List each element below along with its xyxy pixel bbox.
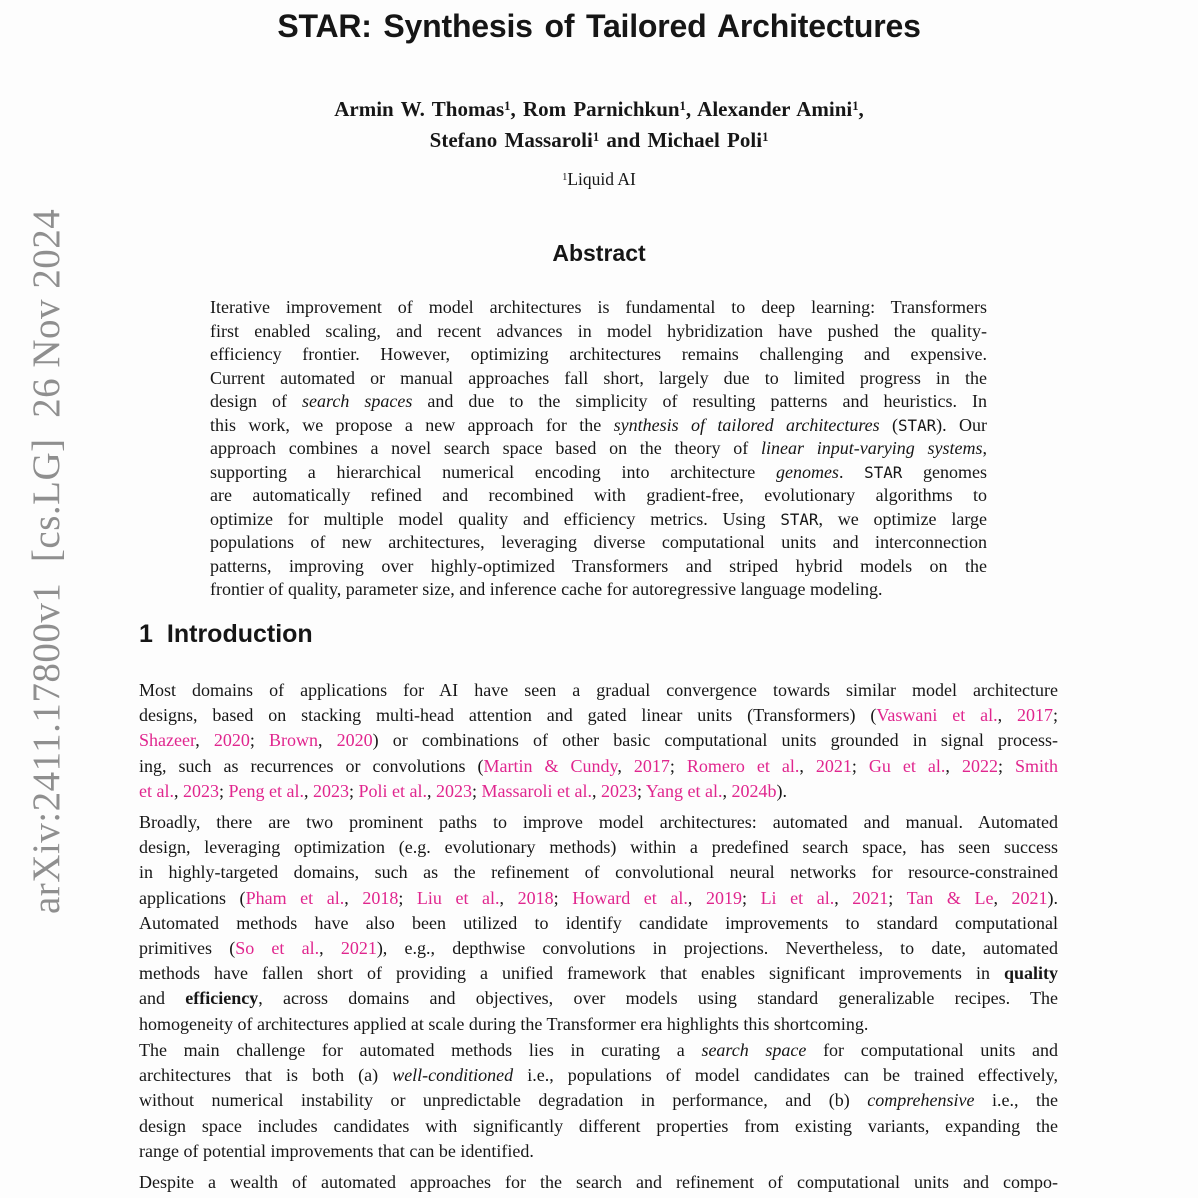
text-segment: , Rom Parnichkun <box>510 97 680 121</box>
text-segment: ). <box>1047 887 1058 908</box>
superscript: 1 <box>504 98 511 113</box>
text-segment: ; <box>218 780 229 801</box>
intro-paragraph-1 <box>139 678 1058 804</box>
text-line <box>210 578 987 602</box>
citation-link[interactable]: Martin & Cundy <box>483 755 618 776</box>
text-segment: , <box>592 780 601 801</box>
citation-link[interactable]: Peng et al. <box>228 780 304 801</box>
citation-link[interactable]: Shazeer <box>139 730 196 751</box>
text-line <box>139 835 1058 860</box>
text-segment: comprehensive <box>867 1090 975 1111</box>
citation-link[interactable]: Massaroli et al. <box>481 780 592 801</box>
text-line <box>139 1063 1058 1088</box>
text-segment: i.e., the <box>974 1090 1058 1111</box>
authors-line-1 <box>0 94 1198 125</box>
text-segment: ). Our <box>936 414 987 435</box>
text-segment: Armin W. Thomas <box>334 97 505 121</box>
text-segment: ; <box>888 887 907 908</box>
text-line <box>139 1012 1058 1037</box>
affiliation <box>0 169 1198 190</box>
citation-link[interactable]: Gu et al. <box>868 755 946 776</box>
abstract-text <box>210 296 987 602</box>
text-line <box>210 508 987 532</box>
text-line <box>139 1139 1058 1164</box>
text-segment: , <box>303 780 313 801</box>
text-segment: , across domains and objectives, over models using standard generalizable recipes. The <box>258 988 1058 1009</box>
text-line <box>139 728 1058 753</box>
text-segment: Current automated or manual approaches fall short, largely due to limited progress in the <box>210 367 987 388</box>
citation-link[interactable]: 2024b <box>731 780 777 801</box>
citation-link[interactable]: 2021 <box>815 755 852 776</box>
text-line <box>210 367 987 391</box>
citation-link[interactable]: 2018 <box>517 887 554 908</box>
text-segment: Despite a wealth of automated approaches for the search and refinement of computational units and compo- <box>139 1172 1058 1192</box>
text-line <box>210 414 987 438</box>
text-line <box>210 390 987 414</box>
text-line <box>139 703 1058 728</box>
text-segment: i.e., populations of model candidates can be trained effectively, <box>513 1065 1058 1086</box>
superscript: 1 <box>679 98 686 113</box>
text-segment: ; <box>741 887 761 908</box>
text-line <box>139 754 1058 779</box>
text-segment: Stefano Massaroli <box>429 128 593 152</box>
text-segment: , <box>834 887 853 908</box>
text-segment: , <box>945 755 962 776</box>
text-segment: ). <box>776 780 788 801</box>
text-segment: ; <box>249 730 270 751</box>
text-segment: range of potential improvements that can be identified. <box>139 1140 534 1161</box>
citation-link[interactable]: 2021 <box>1011 887 1048 908</box>
text-line <box>139 1170 1058 1195</box>
superscript: 1 <box>852 98 859 113</box>
text-line <box>139 986 1058 1011</box>
text-line <box>139 961 1058 986</box>
text-segment: applications ( <box>139 887 246 908</box>
citation-link[interactable]: 2023 <box>601 780 637 801</box>
text-segment: and <box>139 988 186 1009</box>
text-line <box>139 1038 1058 1063</box>
citation-link[interactable]: Howard et al. <box>572 887 688 908</box>
text-line <box>139 886 1058 911</box>
text-segment: STAR <box>898 415 937 435</box>
superscript: 1 <box>762 129 769 144</box>
text-segment: efficiency frontier. However, optimizing architectures remains challenging and expensive. <box>210 344 987 364</box>
text-segment: Iterative improvement of model architectures is fundamental to deep learning: Transformers <box>210 297 987 317</box>
text-segment: ; <box>398 887 417 908</box>
citation-link[interactable]: 2019 <box>705 887 742 908</box>
text-segment: patterns, improving over highly-optimized Transformers and striped hybrid models on the <box>210 555 987 576</box>
citation-link[interactable]: et al. <box>139 780 174 801</box>
citation-link[interactable]: 2017 <box>633 755 670 776</box>
text-segment: primitives ( <box>139 937 236 958</box>
text-segment: and Michael Poli <box>599 128 763 152</box>
text-segment: , <box>993 887 1012 908</box>
text-line <box>210 531 987 555</box>
text-segment: efficiency <box>185 988 259 1009</box>
text-segment: synthesis of tailored architectures <box>613 414 880 435</box>
text-segment: The main challenge for automated methods lies in curating a <box>139 1040 702 1060</box>
citation-link[interactable]: Smith <box>1014 755 1058 776</box>
text-segment: , <box>687 887 706 908</box>
text-segment: ; <box>997 755 1015 776</box>
text-line <box>210 461 987 485</box>
text-segment: , <box>997 705 1017 726</box>
text-segment: Most domains of applications for AI have seen a gradual convergence towards similar model architecture <box>139 680 1058 700</box>
text-segment: populations of new architectures, leveraging diverse computational units and interconnection <box>210 532 987 552</box>
text-segment: , <box>799 755 816 776</box>
text-segment: ; <box>669 755 687 776</box>
text-segment: , <box>195 730 214 751</box>
citation-link[interactable]: So et al. <box>235 937 320 958</box>
text-segment: , <box>617 755 634 776</box>
text-segment: methods have fallen short of providing a unified framework that enables significant improvements in <box>139 963 1004 984</box>
text-line <box>210 484 987 508</box>
citation-link[interactable]: 2020 <box>213 730 250 751</box>
text-line <box>139 1088 1058 1113</box>
text-segment: STAR <box>864 462 903 482</box>
citation-link[interactable]: Li et al. <box>760 887 835 908</box>
text-line <box>139 1114 1058 1139</box>
citation-link[interactable]: Romero et al. <box>686 755 800 776</box>
paper-title: STAR: Synthesis of Tailored Architectures <box>277 8 921 44</box>
text-segment: , <box>982 438 987 458</box>
text-segment: approach combines a novel search space based on the theory of <box>210 438 762 458</box>
section-number: 1 <box>139 620 153 648</box>
citation-link[interactable]: 2022 <box>961 755 998 776</box>
text-line <box>210 343 987 367</box>
text-segment: optimize for multiple model quality and efficiency metrics. Using <box>210 508 781 529</box>
citation-link[interactable]: Poli et al. <box>358 780 427 801</box>
citation-link[interactable]: Yang et al. <box>645 780 723 801</box>
text-segment: in highly-targeted domains, such as the refinement of convolutional neural networks for resource-constrained <box>139 862 1058 883</box>
text-segment: , Alexander Amini <box>685 97 853 121</box>
text-line <box>139 810 1058 835</box>
citation-link[interactable]: 2017 <box>1017 705 1053 726</box>
text-segment: design, leveraging optimization (e.g. evolutionary methods) within a predefined search space, has seen success <box>139 837 1058 858</box>
text-segment: , <box>499 887 518 908</box>
text-segment: ; <box>348 780 359 801</box>
text-segment: , <box>427 780 436 801</box>
text-segment: ; <box>1053 705 1058 726</box>
text-segment: ( <box>879 414 899 435</box>
text-segment: , <box>858 97 864 121</box>
citation-link[interactable]: Brown <box>269 730 319 751</box>
text-segment: this work, we propose a new approach for the <box>210 414 614 435</box>
text-segment: ; <box>637 780 646 801</box>
text-segment: supporting a hierarchical numerical encoding into architecture <box>210 461 776 482</box>
citation-link[interactable]: Pham et al. <box>245 887 345 908</box>
text-segment: , <box>318 730 337 751</box>
text-line <box>210 437 987 461</box>
text-segment: , <box>319 937 341 958</box>
text-segment: are automatically refined and recombined with gradient-free, evolutionary algorithms to <box>210 485 987 505</box>
text-segment: ; <box>472 780 482 801</box>
text-segment: and due to the simplicity of resulting patterns and heuristics. In <box>412 391 987 411</box>
text-segment: , <box>344 887 363 908</box>
text-segment: search spaces <box>302 391 413 411</box>
text-line <box>139 860 1058 885</box>
intro-paragraph-3 <box>139 1038 1058 1164</box>
text-segment: ) or combinations of other basic computational units grounded in signal process- <box>372 730 1058 751</box>
text-segment: for computational units and <box>806 1040 1058 1060</box>
text-segment: linear input-varying systems <box>761 438 983 458</box>
text-segment: without numerical instability or unpredictable degradation in performance, and (b) <box>139 1090 868 1111</box>
citation-link[interactable]: 2021 <box>852 887 889 908</box>
arxiv-watermark: arXiv:2411.17800v1 [cs.LG] 26 Nov 2024 <box>25 208 68 914</box>
text-line <box>139 911 1058 936</box>
text-segment: ing, such as recurrences or convolutions ( <box>139 755 484 776</box>
text-segment: architectures that is both (a) <box>139 1065 393 1086</box>
text-line <box>210 320 987 344</box>
text-segment: genomes <box>902 461 987 482</box>
text-segment: frontier of quality, parameter size, and inference cache for autoregressive language modeling. <box>210 579 883 599</box>
superscript: 1 <box>592 129 600 144</box>
citation-link[interactable]: 2020 <box>336 730 373 751</box>
text-segment: ; <box>851 755 869 776</box>
text-segment: designs, based on stacking multi-head attention and gated linear units (Transformers) ( <box>139 705 877 726</box>
section-title: Introduction <box>166 620 313 648</box>
text-segment: first enabled scaling, and recent advances in model hybridization have pushed the quality- <box>210 320 987 341</box>
text-segment: , <box>722 780 732 801</box>
text-segment: well-conditioned <box>392 1065 514 1086</box>
text-line <box>139 936 1058 961</box>
text-segment: Liquid AI <box>567 169 636 189</box>
text-line <box>139 779 1058 804</box>
text-line <box>210 555 987 579</box>
citation-link[interactable]: Liu et al. <box>416 887 500 908</box>
superscript: 1 <box>562 171 568 183</box>
text-segment: , we optimize large <box>818 508 987 529</box>
text-segment: design space includes candidates with significantly different properties from existing variants, expanding the <box>139 1115 1058 1136</box>
abstract-heading: Abstract <box>552 240 646 266</box>
text-segment: ; <box>553 887 573 908</box>
text-segment: design of <box>210 391 303 411</box>
text-segment: , <box>173 780 183 801</box>
citation-link[interactable]: Vaswani et al. <box>876 705 998 726</box>
intro-paragraph-4 <box>139 1170 1058 1195</box>
section-heading-introduction <box>139 620 313 649</box>
citation-link[interactable]: 2018 <box>362 887 399 908</box>
text-line <box>210 296 987 320</box>
text-segment: homogeneity of architectures applied at scale during the Transformer era highlights this shortcoming. <box>139 1013 869 1034</box>
citation-link[interactable]: 2023 <box>436 780 472 801</box>
citation-link[interactable]: 2023 <box>182 780 219 801</box>
text-segment: quality <box>1003 963 1058 984</box>
text-segment: search space <box>701 1040 807 1060</box>
text-segment: Broadly, there are two prominent paths to improve model architectures: automated and manual. Automated <box>139 812 1058 832</box>
text-line <box>139 678 1058 703</box>
citation-link[interactable]: 2021 <box>340 937 377 958</box>
authors-line-2 <box>0 125 1198 156</box>
intro-paragraph-2 <box>139 810 1058 1037</box>
text-segment: genomes <box>775 461 839 482</box>
text-segment: STAR <box>780 509 819 529</box>
text-segment: Automated methods have also been utilized to identify candidate improvements to standard computational <box>139 912 1058 933</box>
text-segment: . <box>838 461 865 482</box>
citation-link[interactable]: 2023 <box>312 780 349 801</box>
citation-link[interactable]: Tan & Le <box>906 887 994 908</box>
authors-block <box>0 94 1198 156</box>
text-segment: ), e.g., depthwise convolutions in projections. Nevertheless, to date, automated <box>376 937 1058 958</box>
